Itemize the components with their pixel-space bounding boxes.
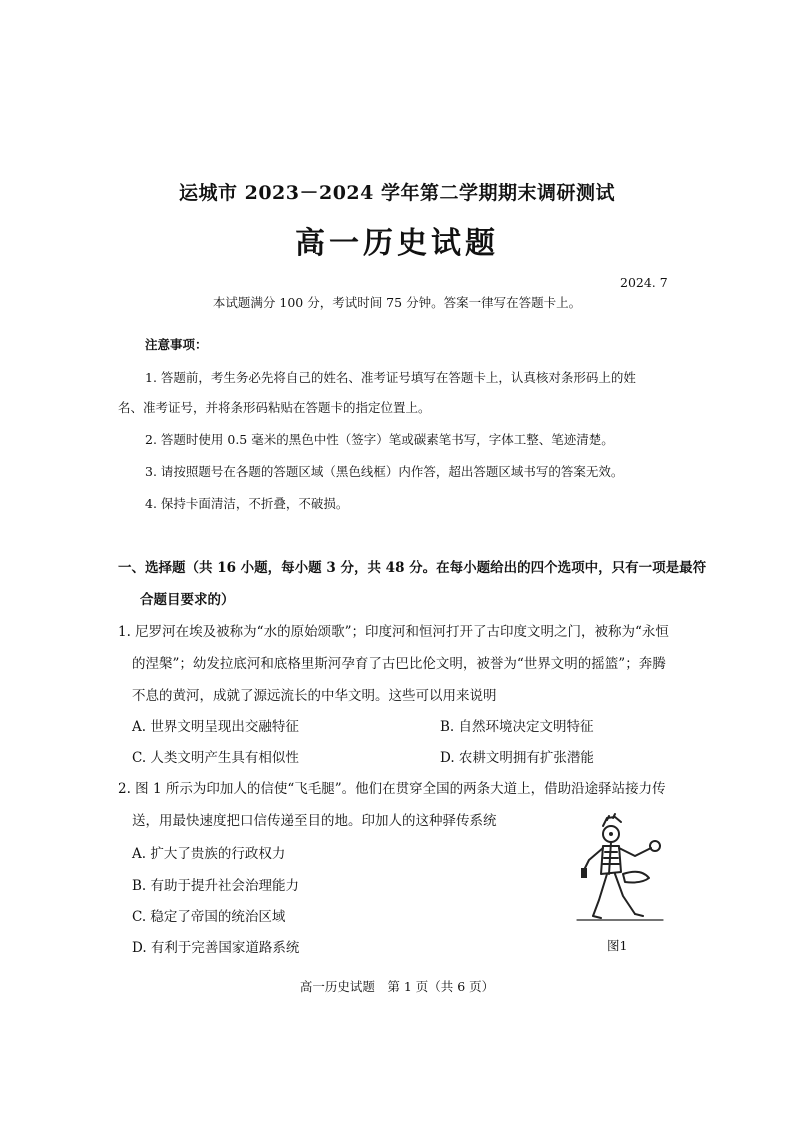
question-1-stem: 不息的黄河，成就了源远流长的中华文明。这些可以用来说明 bbox=[132, 688, 497, 704]
note-item: 名、准考证号，并将条形码粘贴在答题卡的指定位置上。 bbox=[118, 400, 431, 415]
section-heading: 一、选择题（共 16 小题，每小题 3 分，共 48 分。在每小题给出的四个选项中，只有一项是最符 bbox=[118, 560, 707, 576]
question-1-option-d[interactable]: D. 农耕文明拥有扩张潜能 bbox=[440, 750, 594, 766]
figure-caption: 图1 bbox=[607, 938, 628, 953]
question-2-stem: 送，用最快速度把口信传递至目的地。印加人的这种驿传系统 bbox=[132, 813, 497, 829]
notes-heading: 注意事项： bbox=[145, 337, 208, 352]
question-1-stem: 1. 尼罗河在埃及被称为“水的原始颂歌”；印度河和恒河打开了古印度文明之门，被称为“永恒 bbox=[118, 624, 669, 640]
question-1-option-a[interactable]: A. 世界文明呈现出交融特征 bbox=[132, 719, 299, 735]
note-item: 3. 请按照题号在各题的答题区域（黑色线框）内作答，超出答题区域书写的答案无效。 bbox=[145, 464, 624, 479]
page-footer: 高一历史试题 第 1 页（共 6 页） bbox=[299, 979, 495, 994]
section-heading-cont: 合题目要求的） bbox=[140, 592, 235, 608]
question-2-option-a[interactable]: A. 扩大了贵族的行政权力 bbox=[132, 846, 286, 862]
question-2-option-d[interactable]: D. 有利于完善国家道路系统 bbox=[132, 940, 300, 956]
question-2-stem: 2. 图 1 所示为印加人的信使“飞毛腿”。他们在贯穿全国的两条大道上，借助沿途驿站接力传 bbox=[118, 781, 666, 797]
exam-info: 本试题满分 100 分，考试时间 75 分钟。答案一律写在答题卡上。 bbox=[212, 295, 582, 310]
question-2-option-c[interactable]: C. 稳定了帝国的统治区域 bbox=[132, 909, 286, 925]
note-item: 4. 保持卡面清洁，不折叠，不破损。 bbox=[145, 496, 349, 511]
note-item: 2. 答题时使用 0.5 毫米的黑色中性（签字）笔或碳素笔书写，字体工整、笔迹清楚。 bbox=[145, 432, 614, 447]
exam-title: 运城市 2023－2024 学年第二学期期末调研测试 bbox=[179, 182, 615, 204]
question-2-option-b[interactable]: B. 有助于提升社会治理能力 bbox=[132, 878, 300, 894]
inca-messenger-figure bbox=[563, 812, 673, 932]
question-1-stem: 的涅槃”；幼发拉底河和底格里斯河孕育了古巴比伦文明，被誉为“世界文明的摇篮”；奔腾 bbox=[132, 656, 666, 672]
note-item: 1. 答题前，考生务必先将自己的姓名、准考证号填写在答题卡上，认真核对条形码上的姓 bbox=[145, 370, 636, 385]
question-1-option-c[interactable]: C. 人类文明产生具有相似性 bbox=[132, 750, 299, 766]
exam-subtitle: 高一历史试题 bbox=[295, 226, 499, 261]
question-1-option-b[interactable]: B. 自然环境决定文明特征 bbox=[440, 719, 594, 735]
exam-date: 2024. 7 bbox=[620, 275, 668, 290]
